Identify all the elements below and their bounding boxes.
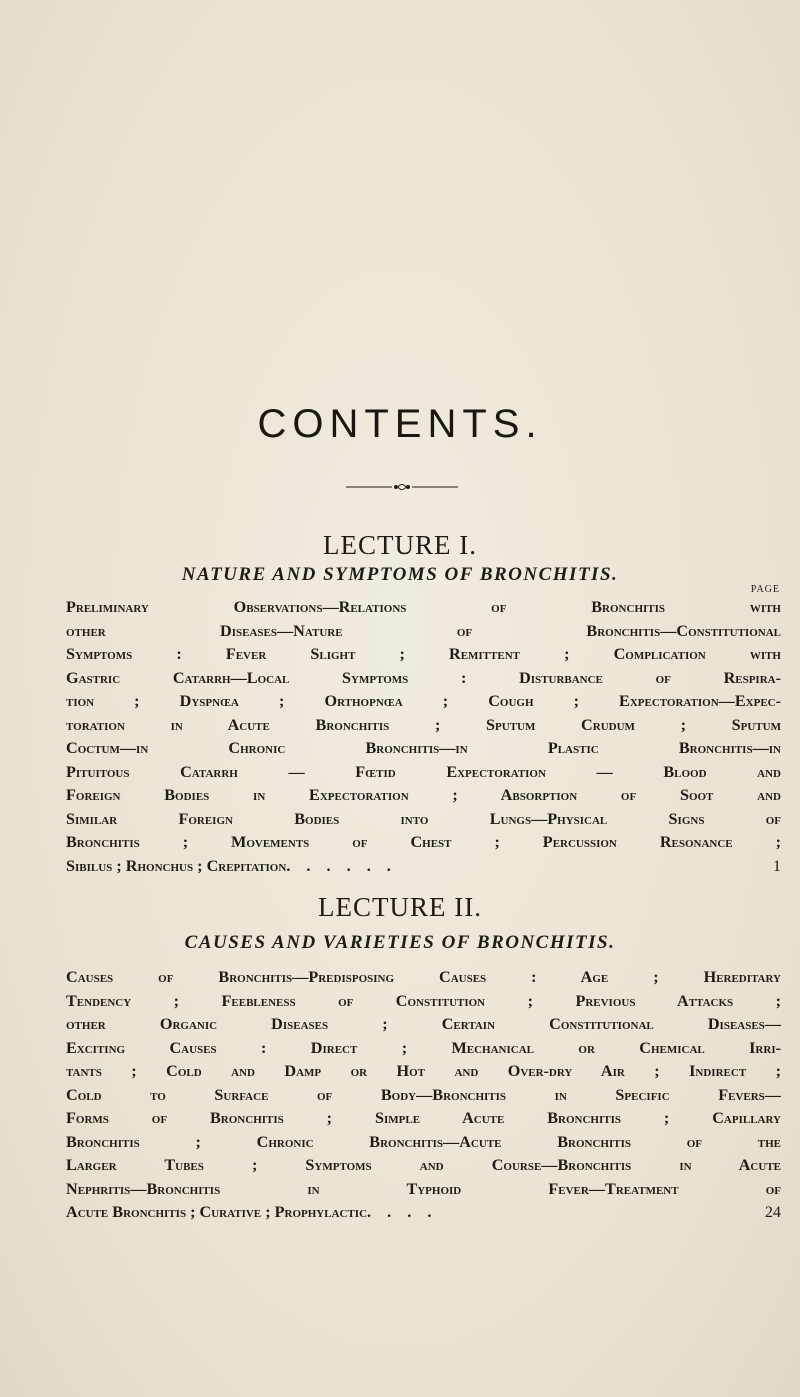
entry-line: Exciting Causes : Direct ; Mechanical or Chemical Irri-: [66, 1038, 781, 1057]
entry-line: Nephritis—Bronchitis in Typhoid Fever—Treatment of: [66, 1179, 781, 1198]
entry-line: other Organic Diseases ; Certain Constitutional Diseases—: [66, 1015, 781, 1033]
lecture-heading: LECTURE II.: [318, 892, 482, 922]
entry-line: Pituitous Catarrh — Fœtid Expectoration — Blood and: [66, 762, 781, 781]
entry-last-line: [66, 1201, 781, 1225]
entry-line: Causes of Bronchitis—Predisposing Causes : Age ; Hereditary: [66, 968, 781, 986]
entry-line: tants ; Cold and Damp or Hot and Over-dry Air ; Indirect ;: [66, 1062, 781, 1080]
entry-line: Symptoms : Fever Slight ; Remittent ; Complication with: [66, 645, 781, 663]
entry-line: Larger Tubes ; Symptoms and Course—Bronchitis in Acute: [66, 1156, 781, 1174]
entry-line: Sibilus ; Rhonchus ; Crepitation: [66, 856, 287, 875]
lecture-heading: LECTURE I.: [323, 530, 477, 560]
entry-line: Tendency ; Feebleness of Constitution ; Previous Attacks ;: [66, 991, 781, 1010]
dot-leader: . . . . . .: [286, 856, 397, 875]
entry-line: tion ; Dyspnœa ; Orthopnœa ; Cough ; Expectoration—Expec-: [66, 692, 781, 710]
entry-line: other Diseases—Nature of Bronchitis—Constitutional: [66, 621, 781, 640]
dot-leader: . . . .: [367, 1203, 438, 1221]
lecture-subtitle: NATURE AND SYMPTOMS OF BRONCHITIS.: [181, 564, 619, 585]
ornament-divider: [346, 482, 458, 492]
entry-line: Preliminary Observations—Relations of Bronchitis with: [66, 598, 781, 616]
page-number: 24: [764, 1203, 781, 1221]
entry-line: Coctum—in Chronic Bronchitis—in Plastic Bronchitis—in: [66, 739, 781, 757]
entry-line: Bronchitis ; Movements of Chest ; Percussion Resonance ;: [66, 833, 781, 851]
contents-title: CONTENTS.: [257, 402, 543, 446]
entry-line: Similar Foreign Bodies into Lungs—Physical Signs of: [66, 809, 781, 828]
entry-line: Foreign Bodies in Expectoration ; Absorption of Soot and: [66, 786, 781, 804]
entry-line: Forms of Bronchitis ; Simple Acute Bronchitis ; Capillary: [66, 1109, 781, 1127]
lecture-entry: [66, 596, 781, 878]
page-column-label: PAGE: [750, 584, 780, 595]
page-number: 1: [772, 856, 781, 875]
entry-line: Gastric Catarrh—Local Symptoms : Disturbance of Respira-: [66, 668, 781, 687]
entry-line: Cold to Surface of Body—Bronchitis in Specific Fevers—: [66, 1085, 781, 1104]
entry-line: Bronchitis ; Chronic Bronchitis—Acute Bronchitis of the: [66, 1132, 781, 1151]
entry-last-line: [66, 855, 781, 879]
entry-line: Acute Bronchitis ; Curative ; Prophylactic: [66, 1203, 368, 1221]
lecture-entry: [66, 966, 781, 1225]
lecture-subtitle: CAUSES AND VARIETIES OF BRONCHITIS.: [184, 932, 616, 953]
entry-line: toration in Acute Bronchitis ; Sputum Crudum ; Sputum: [66, 715, 781, 734]
